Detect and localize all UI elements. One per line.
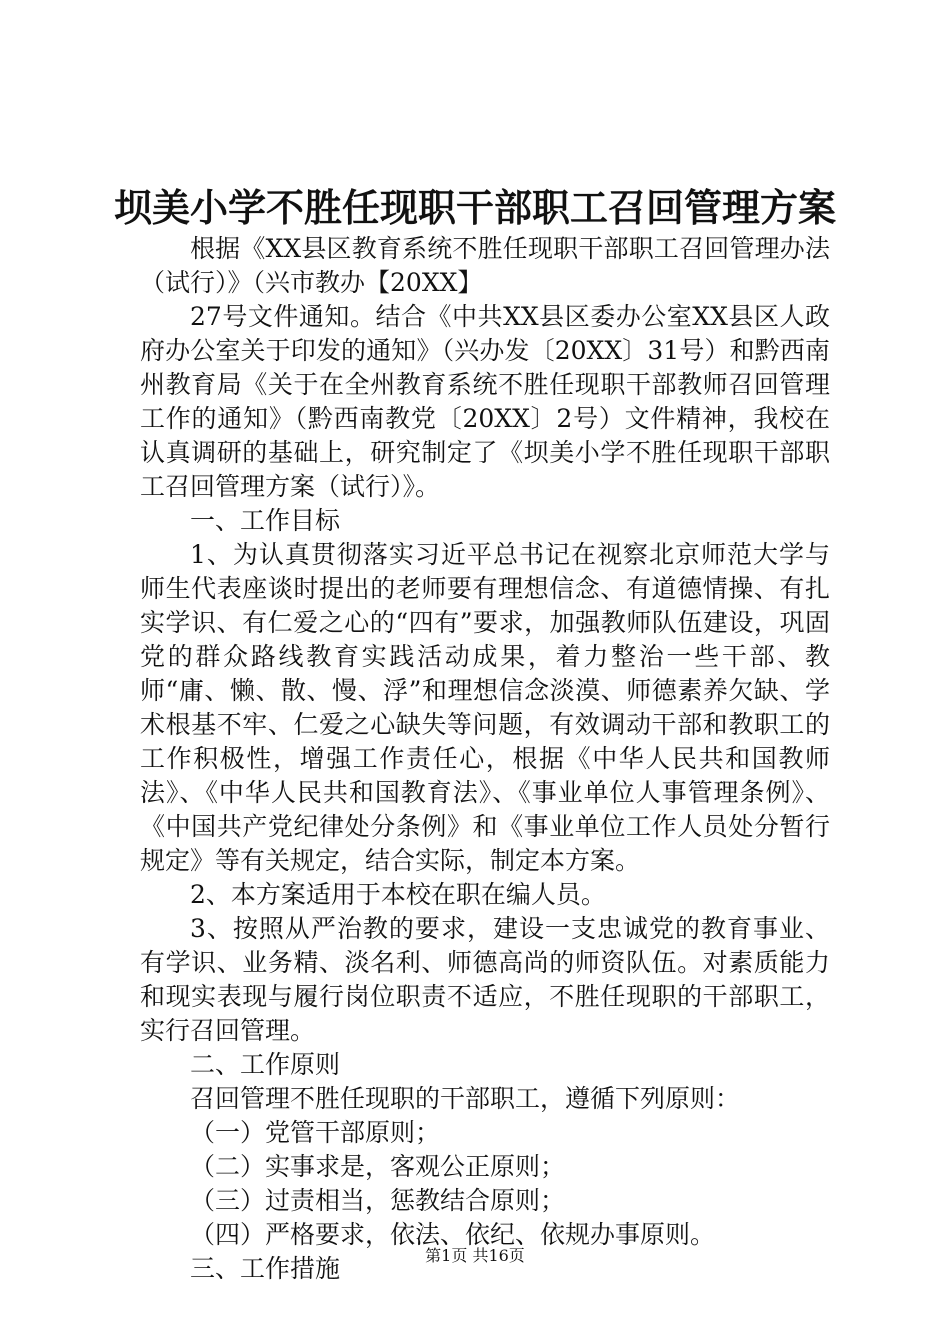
- section-heading-principles: 二、工作原则: [190, 1050, 341, 1079]
- principle-item-4: （四）严格要求，依法、依纪、依规办事原则。: [190, 1220, 716, 1249]
- paragraph-goal-2: 2、本方案适用于本校在职在编人员。: [190, 880, 606, 909]
- paragraph-basis: 27号文件通知。结合《中共XX县区委办公室XX县区人政府办公室关于印发的通知》（兴办发〔20XX〕31号）和黔西南州教育局《关于在全州教育系统不胜任现职干部教师召回管理工作的通知》（黔西南教党〔20XX〕2号）文件精神，我校在认真调研的基础上，研究制定了《坝美小学不胜任现职干部职工召回管理方案（试行）》。: [140, 302, 830, 501]
- document-body: [140, 232, 830, 1286]
- paragraph-intro: 根据《XX县区教育系统不胜任现职干部职工召回管理办法（试行）》（兴市教办【20XX】: [140, 234, 830, 297]
- page-number-footer: 第1页 共16页: [425, 1246, 525, 1265]
- principle-item-1: （一）党管干部原则；: [190, 1118, 441, 1147]
- paragraph-goal-3: 3、按照从严治教的要求，建设一支忠诚党的教育事业、有学识、业务精、淡名利、师德高尚的师资队伍。对素质能力和现实表现与履行岗位职责不适应，不胜任现职的干部职工，实行召回管理。: [140, 914, 830, 1045]
- section-heading-goals: 一、工作目标: [190, 506, 341, 535]
- principle-item-2: （二）实事求是，客观公正原则；: [190, 1152, 566, 1181]
- paragraph-principles-intro: 召回管理不胜任现职的干部职工，遵循下列原则：: [190, 1084, 741, 1113]
- document-title: 坝美小学不胜任现职干部职工召回管理方案: [113, 185, 836, 230]
- principle-item-3: （三）过责相当，惩教结合原则；: [190, 1186, 566, 1215]
- section-heading-measures: 三、工作措施: [190, 1254, 341, 1283]
- paragraph-goal-1: 1、为认真贯彻落实习近平总书记在视察北京师范大学与师生代表座谈时提出的老师要有理想信念、有道德情操、有扎实学识、有仁爱之心的“四有”要求，加强教师队伍建设，巩固党的群众路线教育实践活动成果，着力整治一些干部、教师“庸、懒、散、慢、浮”和理想信念淡漠、师德素养欠缺、学术根基不牢、仁爱之心缺失等问题，有效调动干部和教职工的工作积极性，增强工作责任心，根据《中华人民共和国教师法》、《中华人民共和国教育法》、《事业单位人事管理条例》、《中国共产党纪律处分条例》和《事业单位工作人员处分暂行规定》等有关规定，结合实际，制定本方案。: [140, 540, 830, 875]
